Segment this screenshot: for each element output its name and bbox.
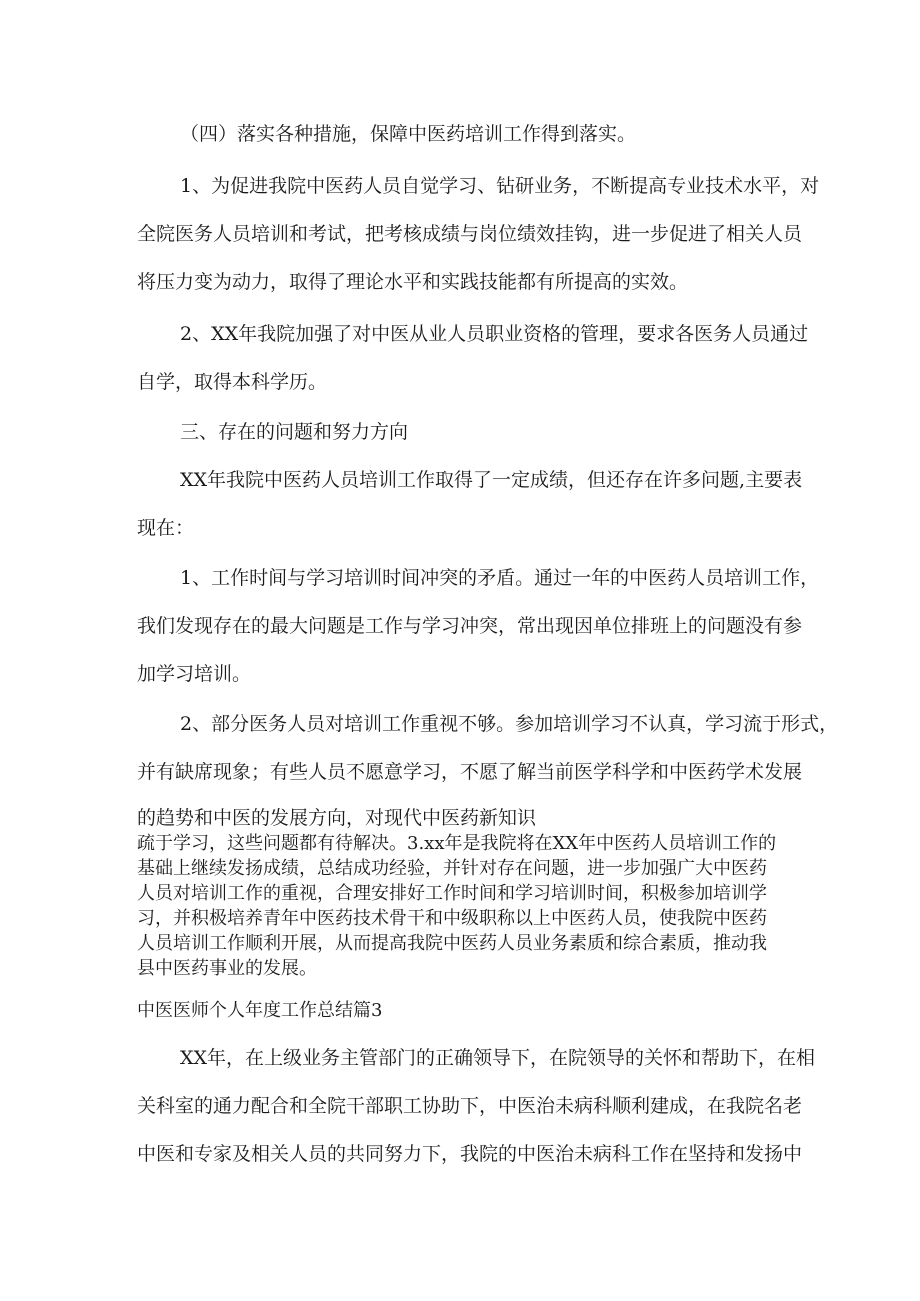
item2-line-1: 2、XX年我院加强了对中医从业人员职业资格的管理，要求各医务人员通过 (180, 323, 809, 345)
problem1-line-1: 1、工作时间与学习培训时间冲突的矛盾。通过一年的中医药人员培训工作， (180, 567, 820, 589)
problem2-line-1: 2、部分医务人员对培训工作重视不够。参加培训学习不认真，学习流于形式， (180, 713, 839, 735)
item1-line-1: 1、为促进我院中医药人员自觉学习、钻研业务，不断提高专业技术水平，对 (180, 175, 820, 197)
section-four-heading: （四）落实各种措施，保障中医药培训工作得到落实。 (180, 123, 637, 145)
intro-line-2: 现在： (137, 517, 195, 539)
item2-line-2: 自学，取得本科学历。 (137, 371, 328, 393)
problem1-line-2: 我们发现存在的最大问题是工作与学习冲突，常出现因单位排班上的问题没有参 (137, 615, 803, 637)
article3-line-3: 中医和专家及相关人员的共同努力下，我院的中医治未病科工作在坚持和发扬中 (137, 1143, 803, 1165)
dense-line-5: 人员培训工作顺利开展，从而提高我院中医药人员业务素质和综合素质，推动我 (137, 933, 767, 954)
dense-line-6: 县中医药事业的发展。 (137, 958, 317, 979)
dense-line-2: 基础上继续发扬成绩，总结成功经验，并针对存在问题，进一步加强广大中医药 (137, 858, 767, 879)
section-three-heading: 三、存在的问题和努力方向 (180, 421, 409, 443)
dense-line-4: 习，并积极培养青年中医药技术骨干和中级职称以上中医药人员，使我院中医药 (137, 908, 767, 929)
dense-line-3: 人员对培训工作的重视，合理安排好工作时间和学习培训时间，积极参加培训学 (137, 883, 767, 904)
article3-line-1: XX年，在上级业务主管部门的正确领导下，在院领导的关怀和帮助下，在相 (180, 1047, 816, 1069)
problem1-line-3: 加学习培训。 (137, 663, 252, 685)
item1-line-2: 全院医务人员培训和考试，把考核成绩与岗位绩效挂钩，进一步促进了相关人员 (137, 223, 803, 245)
item1-line-3: 将压力变为动力，取得了理论水平和实践技能都有所提高的实效。 (137, 271, 689, 293)
article3-line-2: 关科室的通力配合和全院干部职工协助下，中医治未病科顺利建成，在我院名老 (137, 1095, 803, 1117)
intro-line-1: XX年我院中医药人员培训工作取得了一定成绩，但还存在许多问题,主要表 (180, 469, 803, 491)
problem2-line-2: 并有缺席现象；有些人员不愿意学习，不愿了解当前医学科学和中医药学术发展 (137, 761, 803, 783)
dense-line-1: 疏于学习，这些问题都有待解决。3.xx年是我院将在XX年中医药人员培训工作的 (137, 833, 777, 854)
problem2-line-3: 的趋势和中医的发展方向，对现代中医药新知识 (137, 807, 537, 829)
article3-title: 中医医师个人年度工作总结篇3 (137, 1000, 383, 1021)
